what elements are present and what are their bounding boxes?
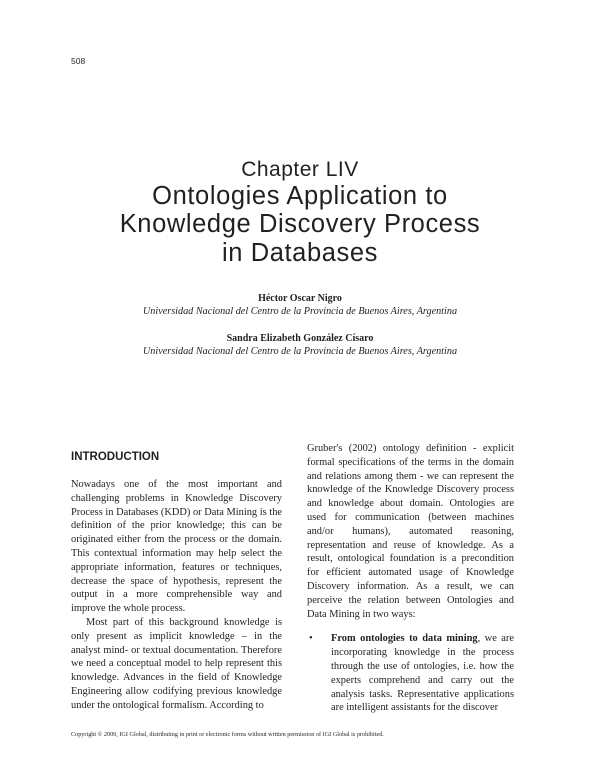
chapter-label: Chapter LIV xyxy=(241,158,359,181)
author-affiliation: Universidad Nacional del Centro de la Provincia de Buenos Aires, Argentina xyxy=(142,346,458,357)
bullet-text xyxy=(331,632,514,715)
author-name: Sandra Elizabeth González Císaro xyxy=(226,333,374,344)
right-column xyxy=(307,442,514,715)
body-paragraph: Most part of this background knowledge is only present as implicit knowledge – in the analyst mind- or textual documentation. Therefore we need a conceptual model to help represent this knowledge. Advances in the field of Knowledge Engineering allow codifying previous knowledge under the ontological formalism. According to xyxy=(71,616,282,711)
bullet-lead: From ontologies to data mining xyxy=(331,633,478,645)
bullet-rest: , we are incorporating knowledge in the process through the use of ontologies, i.e. how the experts comprehend and carry out the analysis tasks. Representative applications are intelligent assistants for the discover xyxy=(331,633,514,714)
body-paragraph: Nowadays one of the most important and challenging problems in Knowledge Discovery Process in Databases (KDD) or Data Mining is the definition of the prior knowledge; this can be originated either from the process or the domain. This contextual information may help select the appropriate information, features or techniques, decrease the space of hypothesis, represent the output in a more comprehensible way and improve the whole process. xyxy=(71,479,282,615)
bullet-item xyxy=(307,632,514,715)
copyright-notice: Copyright © 2009, IGI Global, distributing in print or electronic forms without written permission of IGI Global is prohibited. xyxy=(71,731,384,738)
author-affiliation: Universidad Nacional del Centro de la Provincia de Buenos Aires, Argentina xyxy=(142,306,458,317)
chapter-title-line: in Databases xyxy=(221,239,379,267)
page-number: 508 xyxy=(71,56,86,66)
author-name: Héctor Oscar Nigro xyxy=(258,293,342,304)
chapter-title-line: Knowledge Discovery Process xyxy=(119,210,481,238)
section-heading: INTRODUCTION xyxy=(71,451,160,463)
bullet-icon: • xyxy=(309,633,313,645)
body-paragraph: Gruber's (2002) ontology definition - explicit formal specifications of the terms in the domain and relations among them - we can represent the knowledge of the Knowledge Discovery process and knowledge about domain. Ontologies are used for communication (between machines and/or humans), automated reasoning, representation and reuse of knowledge. As a result, ontological foundation is a precondition for efficient automated usage of Knowledge Discovery information. As a result, we can perceive the relation between Ontologies and Data Mining in two ways: xyxy=(307,443,514,620)
chapter-title-line: Ontologies Application to xyxy=(152,182,448,210)
left-column xyxy=(71,478,282,713)
